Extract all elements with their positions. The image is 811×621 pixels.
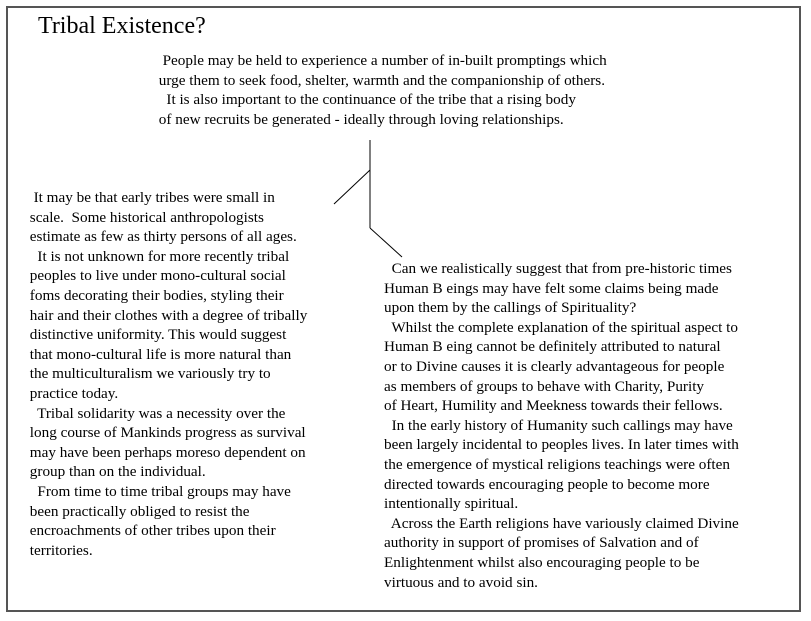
text-line: It is also important to the continuance of the tribe that a rising body — [155, 91, 576, 109]
text-line: been practically obliged to resist the — [26, 502, 250, 520]
text-line: been largely incidental to peoples lives. In later times with — [384, 436, 739, 454]
text-line: of new recruits be generated - ideally through loving relationships. — [155, 110, 564, 128]
text-line: distinctive uniformity. This would suggest — [26, 326, 287, 344]
text-line: Whilst the complete explanation of the spiritual aspect to — [384, 318, 738, 336]
text-line: the emergence of mystical religions teachings were often — [384, 455, 730, 473]
text-line: Tribal solidarity was a necessity over the — [26, 404, 286, 422]
text-line: peoples to live under mono-cultural social — [26, 267, 286, 285]
text-line: directed towards encouraging people to become more — [384, 475, 710, 493]
connector-right — [370, 228, 402, 257]
text-line: Human B eings may have felt some claims being made — [384, 279, 719, 297]
text-line: It is not unknown for more recently tribal — [26, 247, 290, 265]
text-line: authority in support of promises of Salvation and of — [384, 534, 699, 552]
text-line: Across the Earth religions have variously claimed Divine — [384, 514, 739, 532]
connector-left — [334, 170, 370, 204]
text-line: From time to time tribal groups may have — [26, 482, 291, 500]
text-line: People may be held to experience a number of in-built promptings which — [155, 52, 607, 69]
text-line: or to Divine causes it is clearly advantageous for people — [384, 357, 725, 375]
text-line: the multiculturalism we variously try to — [26, 365, 271, 383]
text-line: scale. Some historical anthropologists — [26, 208, 264, 226]
text-line: that mono-cultural life is more natural than — [26, 345, 292, 363]
text-line: long course of Mankinds progress as survival — [26, 424, 306, 442]
text-line: intentionally spiritual. — [384, 495, 519, 513]
page-title: Tribal Existence? — [38, 13, 206, 39]
text-line: In the early history of Humanity such callings may have — [384, 416, 733, 434]
text-line: may have been perhaps moreso dependent on — [26, 443, 306, 461]
text-line: upon them by the callings of Spirituality? — [384, 299, 637, 317]
text-line: hair and their clothes with a degree of tribally — [26, 306, 308, 324]
text-line: urge them to seek food, shelter, warmth and the companionship of others. — [155, 71, 605, 89]
text-line: practice today. — [26, 384, 119, 402]
text-line: encroachments of other tribes upon their — [26, 522, 276, 540]
text-line: of Heart, Humility and Meekness towards their fellows. — [384, 397, 723, 415]
text-line: Can we realistically suggest that from pre-historic times — [384, 260, 732, 277]
text-line: foms decorating their bodies, styling their — [26, 286, 284, 304]
text-line: estimate as few as thirty persons of all ages. — [26, 228, 297, 246]
text-line: territories. — [26, 541, 93, 559]
text-line: Enlightenment whilst also encouraging people to be — [384, 553, 700, 571]
text-line: Human B eing cannot be definitely attributed to natural — [384, 338, 721, 356]
text-line: virtuous and to avoid sin. — [384, 573, 538, 591]
text-line: It may be that early tribes were small in — [26, 189, 275, 206]
text-line: as members of groups to behave with Charity, Purity — [384, 377, 705, 395]
text-line: group than on the individual. — [26, 463, 206, 481]
